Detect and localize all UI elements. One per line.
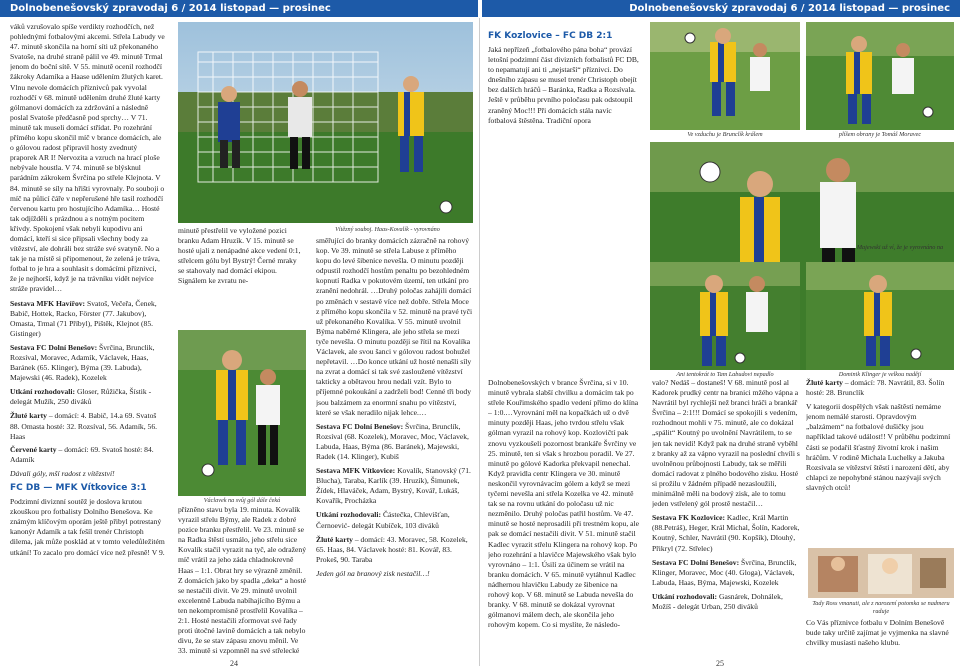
photo-vaclavek-image [178,330,306,496]
yellow-cards: Žluté karty – domácí: 4. Babič, 14.a 69. Svatoš 88. Omasta hosté: 32. Rozsíval, 56. Adamík, 56. Haas [10,411,158,441]
column-2 [178,226,302,326]
referees-5: Utkání rozhodovali: Gasnárek, Dohnálek, Možíš - delegát Urban, 250 diváků [652,591,783,611]
photo-match-duel [178,22,473,223]
article-text-col2a: minutě přestřelil ve vyložené pozici branku Adam Hruzík. V 15. minutě se hosté ujali z nenápadné akce vedení 0:1, střelcem gólu byl Bystrý! Černé mraky se stahovaly nad domácí ekipou. Signálem ke zvratu ne- [178,226,301,286]
photo-family [808,548,954,598]
article-text-2: Podzimní diviznní soutěž je doslova krutou zkouškou pro fotbalisty Dolního Benešova. Ke známým klíčovým oporám ještě přibyl potrestaný kanonýr Adamík a tak fešíl trenér Christoph dilema, jak může posklád at v tomto veledůležitém utkání! To zacalo pro domácí více než přesně! V 9. [10,497,165,557]
article-text-col6b: Co Vás příznivce fotbalu v Dolním Benešově bude taky určitě zajímat je vyjmenka na slavné chvilky musíasti našeho klubu. [806,618,949,648]
caption-7: Dominik Klinger je velkou nadějí [838,371,922,378]
column-4-top [488,30,640,142]
closing-line-3: Jeden gól na branový zisk nestačil…! [316,568,430,578]
article-text-col4: Dolnobenešovských v brance Švrčina, si v 10. minutě vybrala slabší chvilku a domácím tak po střele Kouřimského spadlo vedení přímo do klína – 1:0.…Vyrovnání měl na kopačkách už o dvě minuty později Haas, jeho tvrdou střelu však gólman vyrazil na rohový kop. Kozlovičtí pak znovu vyzkoušeli pozornost brankáře Švrčiny ve 25. minutě, ten si však s hrozbou poradil. Ve 27. minutě po gólové Kadorka překvapil nenechal. Když pravidla centr Klingera ve 30. minutě neskončil vyrovnávacím gólem a když se mezi tyčemi nevešla ani střela Kozelka ve 42. minutě tak se na rovnu utkání do poločasu už nic nezměnilo. Druhý poločas patřil hostům. Ve 47. minutě se hosté neprosadili při trestném kopu, ale pak se domácí nestačili divit. V 51. minutě stačil Kadlec vyrazit střelu Klingera na rohový kop. Po jeho rozehrání a hlavičce Majewského však bylo vyrovnáno – 1:1. Úsilí za účinem se vrátil na branku domácích. V 65. minutě vytáhnul Kadlec nádhernou hlavičku Labudy ze šibenice na rohový kop. V 68. minutě se Labuda nevešla do branky. V 68. minutě se dokázal vyrovnat gólmanovi málem dech, ale skončila jeho rohovým kopem. Co si myslíte, že následo- [488,378,639,630]
lineup-kozlovice: Sestava FK Kozlovice: Kadlec, Král Martin (88.Petráš), Heger, Král Michal, Šolín, Kadorek, Koutný, Schler, Navrátil (90. Kopšík), Dlouhý, Přikryl (72. Střelec) [652,513,800,553]
column-2b [178,505,306,657]
referees-3: Utkání rozhodovali: Částečka, Chlevišťan, Černoević- delegát Kubíček, 103 diváků [316,510,450,530]
photo-moravec-image [806,22,954,130]
match-heading-kozlovice: FK Kozlovice – FC DB 2:1 [488,31,613,41]
column-6-bottom [806,618,954,658]
photo-klinger [806,262,954,370]
photo-brunclik-image [650,22,800,130]
article-intro-kozlovice: Jaká nepřízeň „fotbalového pána boha“ provází letošní podzimní část divizních fotbalistů FC DB, to nepamatují ani ti „nejstarší“ příznivci. Do dnešního zápasu se musel trenér Christoph obejít bez dalších hráčů – Baránka, Radka a Rozsívala. Ještě v průběhu prvního poločasu pak odstoupil zraněný Moc!!! Při domácích stála navíc fotbalová štěstěna. Tradiční opora [488,45,639,125]
match-heading-vitkovice: FC DB — MFK Vítkovice 3:1 [10,483,147,494]
article-text-col3: směřující do branky domácích zázračně na rohový kop. Ve 39. minutě se střela Labuse z příměho kopu do levé šibenice nevešla. O minutu později odpustil rozhodčí hostům penaltu po bezohledném kopnutí Radka v pokutovém území, ten utkání pro zranění nedohrál. …Druhý poločas zahájili domácí po změnách v sestavě více než dobře. Střela Moce z přímého kopu skončila v 52. minutě na pravé tyči už překonaného Kovalíka. V 55. minutě uvolnil Býma naběrné Klingera, ale jeho střela se mezi tyče nevešla. O minutu později se řítil na Kovalíka Václavek, ale svou šanci v gólovou radost bohužel nepřetavil. …Do konce utkání už hosté nenašli síly na zvrat a domácí si tak své zasloužené vítězství takticky a obětavou hrou nedali vzít. Bylo to příjemné pokoukání a zadrželi bod! Cenné tři body jsou balzámem za enormní snahu po vítězství, které se však neradilo nijak lehce.… [316,236,473,417]
caption-2: Václavek na svůj gól dále čeká [203,497,281,504]
caption-5: Majewski už ví, že je vyrovnáno na [856,244,944,251]
lineup-havirov: Sestava MFK Havířov: Svatoš, Večeřa, Čenek, Babič, Hottek, Racko, Förster (77. Jakubov), Omasta, Trmal (71 Příbyl), Pištěk, Klejnot (85. Gistinger) [10,298,157,338]
page-number-right: 25 [716,659,724,668]
page-divider [479,18,480,666]
article-text-col5: valo? Nedáš – dostaneš! V 68. minutě posl al Kadorek prudký centr na branici mžého vápna a Navrátil byl rychlejší než branci hráči a brankář Švrčina – 2:1!!! Domácí se spokojili s vedením, rozhodnout mohli v 75. minutě, ale co dokázal „spálit“ Koutný po uvolnění Navrátilem, to se jen tak nevidí! Když pak na druhé straně vyběhl z branky až za vápno vyrazil na poslední chvíli s uvolněnou průbojnosti Labudy, tak se měřili domácí radovat z plného bodového zisku. Hosté si prožilu v žádném případě nezasloužili, minimálně měli na bodový zisk, ale to tomu jeden vstřelený gól prostě nestačil… [652,378,800,509]
yellow-cards-6: Žluté karty – domácí: 78. Navrátil, 83. Šolín hosté: 28. Brunclík [806,378,945,398]
referees: Utkání rozhodovali: Gloser, Růžička, Šístik - delegát Mužík, 250 diváků [10,387,152,407]
photo-match-duel-image [178,22,473,223]
column-3 [316,236,473,656]
article-text-col2b: přízněno stavu byla 19. minuta. Kovalík vyrazil střelu Býmy, ale Radek z dobré pozice branku přestřelil. Ve 23. minutě se na Radka štěstí usmálo, jeho střelu sice Kovalík stačil vyrazit na tyč, ale odražený míč vrátil za jeho záda chladnokrevně Haas – 1:1. Obrat hry se výrazně změnil. Z domácích jako by spadla „deka“ a hosté se nestačili divit. Ve 29. minutě uvolnil excelentně Labuda nabíhajícího Býmu a ten nekompromisně prostřelil Kovalíka – 2:1. Hosté nestačili zformovat své řady proti útočné lavině domácích a tak nebylo divu, že se stav zápasu znovu měnil. Ve 33. minutě si vzpomněl na své střelecké [178,505,306,656]
header-right: Dolnobenešovský zpravodaj 6 / 2014 listopad — prosinec [482,0,960,17]
lineup-db-5: Sestava FC Dolní Benešov: Švrčina, Brunclík, Klinger, Moravec, Moc (40. Gloga), Václavek, Labuda, Haas, Býma, Majewski, Kozelek [652,557,797,587]
caption-1: Vítězný souboj. Haas-Kovalík - vyrovnáno [335,226,440,233]
article-text: váků vzrušovalo spíše verdikty rozhodčích, než pohlednými fotbalovými akcemi. Střela Labudy ve 47. minutě skončila na horní síti už překonaného Svatoše, na druhé straně pálil ve 49. minutě Trmal jenom do boční sítě. V 55. minutě ocenil rozhodčí žákroky Adamíka a Haase udělením žlutých karet. Vlnu nevole domácích příznivců pak vyvolal rozhodčí v 68. minutě udělením druhé žluté karty gólmanovi domácích za zdržování a následně poslal Svatoše předčasně pod sprchy… V 71. minutě tak museli domácí střídat. Po rozehrání přímého kopu skončil míč v brance domácích, ale o gólovou radost připravil hosty zvednutý praporek AR I! Nervozita a vzruch na hrací ploše nebývale houstla. V 74. minutě se blýsknul parádním zákrokem Švrčina po střele Klejnota. V 84. minutě se síly na hřišti vyrovnaly. Po souboji o míč na půlicí čáře v nepřerušené hře tasil rozhodčí červenou kartu pro hostujícího Adamíka… Hosté tak odjížděli s prázdnou a s notným pocitem křivdy. Spokojení však nebyli kupodivu ani domácí, kteří si sice připsali všechny body za vítězství, ale dohráli bez stráže své svatyně. No a tak je na místě si připomenout, že zelená je tráva, fotbal to je hra a souhlasit s domácími příznivci, že je nejhorší, když je na trávníku vidět nejvíce stráže pravidel… [10,22,165,294]
header-left: Dolnobenešovský zpravodaj 6 / 2014 listopad — prosinec [0,0,478,17]
photo-klinger-image [806,262,954,370]
lineup-dolni-benesov: Sestava FC Dolní Benešov: Švrčina, Brunclik, Rozsíval, Moravec, Adamík, Václavek, Haas, Baránek (65. Klinger), Býma (39. Labuda), Majewski (46. Radek), Kozelek [10,342,155,383]
column-4-bottom [488,378,640,656]
lineup-vitkovice: Sestava MFK Vítkovice: Kovalík, Stanovský (71. Blucha), Taraba, Karlík (39. Hruzík), Šimunek, Žídek, Hlaváček, Adam, Bystrý, Kovář, Lukáš, Kovařík, Procházka [316,466,471,506]
caption-3: Ve vzduchu je Brunclík králem [687,131,763,138]
article-text-col6: V kategorii dospělých však naštěstí nemáme jenom nemálé starosti. Opravdovým „balzámem“ na fotbalové dušičky jsou například takové událost!! V průběhu podzimní části se podařil šťastný životní krok i našim hráčům. V rodině Michala Luchelky a Jakuba Rozsívala se vítězství štěstí i narození dětí, aby chlapci ze nepohybné stánou nazývají svých slavných otců! [806,402,951,492]
caption-6: Ani tentokrát to Tam Labudovi nepadlo [676,371,774,378]
page-number-left: 24 [230,659,238,668]
closing-line: Dávali góly, mší radost z vítězství! [10,468,115,478]
caption-8: Tady Ross vmanuti, ale z narození potomka se nadmeru raduje [812,600,950,615]
lineup-db: Sestava FC Dolní Benešov: Švrčina, Brunclík, Rozsíval (68. Kozelek), Moravec, Moc, Václavek, Labuda, Haas, Býma (86. Baránek), Majewski, Radek (14. Klinger), Kubiš [316,421,469,461]
photo-labuda-image [650,262,800,370]
red-cards: Červené karty – domácí: 69. Svatoš hosté: 84. Adamík [10,444,154,464]
photo-vaclavek [178,330,306,496]
photo-labuda [650,262,800,370]
photo-family-image [808,548,954,598]
yellow-cards-3: Žluté karty – domácí: 43. Moravec, 58. Kozelek, 65. Haas, 84. Václavek hosté: 81. Kovář, 83. Prokeš, 90. Taraba [316,534,468,564]
photo-brunclik [650,22,800,130]
photo-moravec [806,22,954,130]
caption-4: plíšem obrany je Tomáš Moravec [838,131,922,138]
column-1 [10,22,165,657]
column-5 [652,378,800,656]
